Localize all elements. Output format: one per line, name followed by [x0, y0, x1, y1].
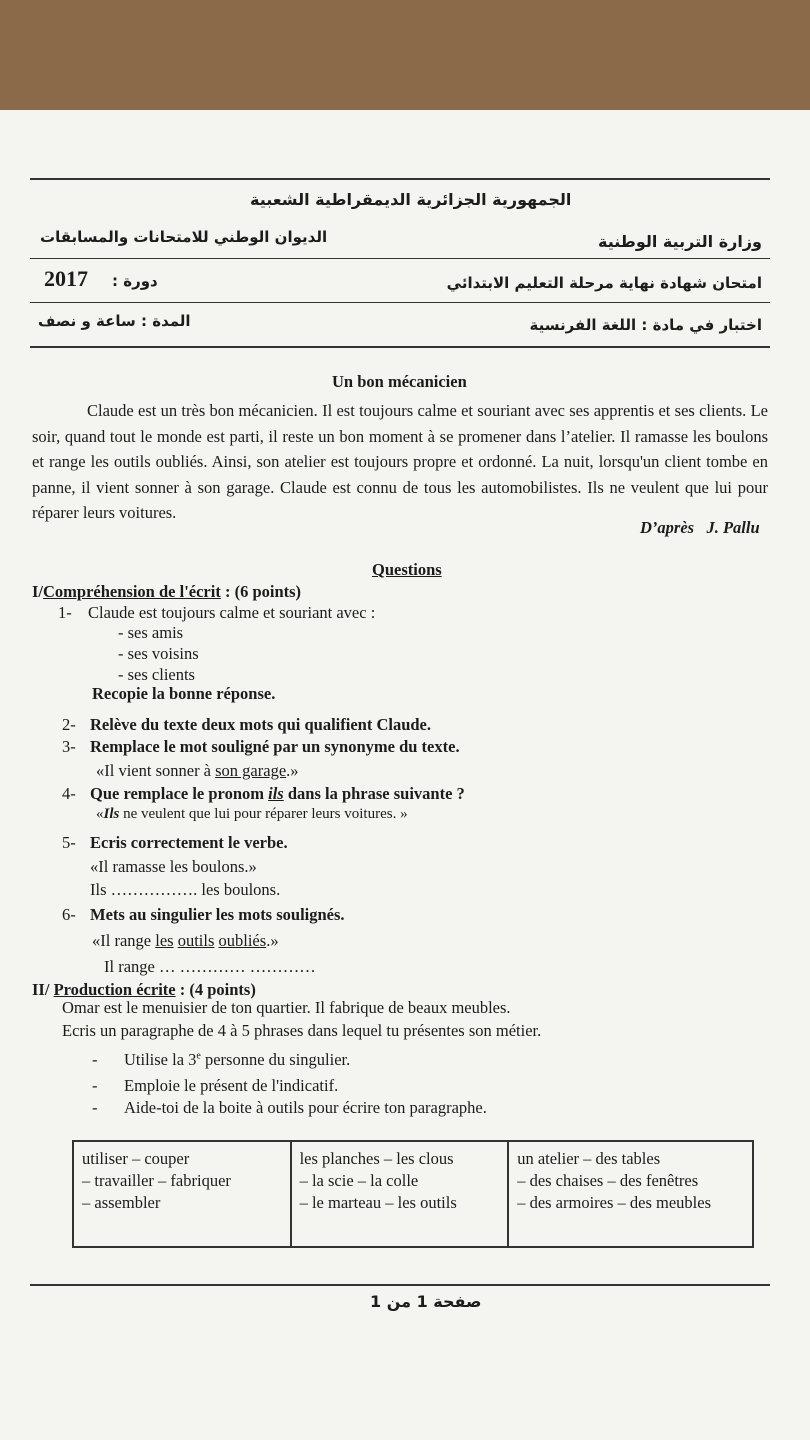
q3-quote-start: «Il vient sonner à [96, 761, 216, 780]
toolbox-item: les planches – les clous [299, 1149, 454, 1168]
bullet-2: Emploie le présent de l'indicatif. [124, 1076, 339, 1095]
q3-quote [96, 761, 299, 781]
part1-points: : (6 points) [220, 582, 302, 601]
part1-heading [32, 582, 301, 602]
part1-number: I/ [32, 582, 44, 601]
part2-line-2: Ecris un paragraphe de 4 à 5 phrases dans lequel tu présentes son métier. [62, 1021, 542, 1040]
bullet-3-dash: - [92, 1098, 98, 1117]
text-title: Un bon mécanicien [332, 372, 467, 391]
toolbox-col-tools [291, 1141, 509, 1247]
q4-pronoun: ils [268, 784, 284, 803]
toolbox-item: un atelier – des tables [517, 1149, 661, 1168]
bullet-1 [124, 1050, 350, 1070]
q2-text: Relève du texte deux mots qui qualifient Claude. [90, 715, 432, 734]
q5-number: 5- [62, 833, 76, 852]
q3-quote-end: .» [286, 761, 299, 780]
toolbox-item: utiliser – couper [82, 1149, 190, 1168]
republic-heading: الجمهورية الجزائرية الديمقراطية الشعبية [250, 190, 572, 209]
bullet-1-dash: - [92, 1050, 98, 1069]
q6-number: 6- [62, 905, 76, 924]
q6-quote [92, 931, 279, 951]
q4-quote-rest: ne veulent que lui pour réparer leurs voitures. » [119, 806, 408, 822]
q5-blank: Ils ……………. les boulons. [90, 880, 281, 899]
q4-text [90, 784, 465, 804]
toolbox-item: – des chaises – des fenêtres [517, 1171, 699, 1190]
toolbox-item: – assembler [82, 1193, 161, 1212]
q6-text: Mets au singulier les mots soulignés. [90, 905, 345, 924]
q1-instruction: Recopie la bonne réponse. [92, 684, 276, 703]
toolbox-item: – travailler – fabriquer [82, 1171, 231, 1190]
q6-word-les: les [155, 931, 174, 950]
q1-number: 1- [58, 603, 72, 622]
q5-quote: «Il ramasse les boulons.» [90, 857, 257, 876]
session-label: دورة : [112, 272, 158, 290]
q1-option-2: - ses voisins [118, 644, 199, 663]
subject: اختبار في مادة : اللغة الفرنسية [529, 316, 762, 334]
part2-number: II/ [32, 980, 50, 999]
header-rule-1 [30, 258, 770, 259]
part1-title: Compréhension de l'écrit [43, 582, 221, 601]
reading-passage [32, 398, 768, 526]
bullet-1-sup: e [196, 1050, 201, 1062]
session-year: 2017 [44, 266, 88, 291]
toolbox-item: – des armoires – des meubles [517, 1193, 712, 1212]
q6-quote-open: «Il range [92, 931, 156, 950]
exam-name: امتحان شهادة نهاية مرحلة التعليم الابتدائي [446, 274, 762, 292]
ministry-name: وزارة التربية الوطنية [597, 232, 762, 251]
q1-text: Claude est toujours calme et souriant avec : [88, 603, 376, 622]
bullet-1-end: personne du singulier. [200, 1050, 351, 1069]
footer-rule [30, 1284, 770, 1286]
page-number: صفحة 1 من 1 [370, 1292, 482, 1311]
q2-number: 2- [62, 715, 76, 734]
bullet-3: Aide-toi de la boite à outils pour écrire ton paragraphe. [124, 1098, 487, 1117]
q3-text: Remplace le mot souligné par un synonyme du texte. [90, 737, 460, 756]
q6-word-outils: outils [177, 931, 215, 950]
part2-heading [32, 980, 256, 1000]
q4-quote [96, 806, 408, 823]
q3-underlined: son garage [215, 761, 287, 780]
bullet-1-start: Utilise la 3 [124, 1050, 197, 1069]
q1-option-1: - ses amis [118, 623, 184, 642]
q4-text-end: dans la phrase suivante ? [283, 784, 465, 803]
q3-number: 3- [62, 737, 76, 756]
bullet-2-dash: - [92, 1076, 98, 1095]
toolbox-col-furniture [508, 1141, 753, 1247]
toolbox-item: – le marteau – les outils [299, 1193, 457, 1212]
office-name: الديوان الوطني للامتحانات والمسابقات [40, 228, 328, 246]
q4-text-start: Que remplace le pronom [90, 784, 269, 803]
source-credit [640, 518, 760, 538]
questions-heading: Questions [372, 560, 442, 579]
passage-text: Claude est un très bon mécanicien. Il est toujours calme et souriant avec ses apprentis et ses clients. Le soir, quand tout le monde est parti, il reste un bon moment à se promener dans l’atelier. Il ramasse les boulons et range les outils oubliés. Ainsi, son atelier est toujours propre et ordonné. La nuit, lorsqu'un client tombe en panne, il vient sonner à son garage. Claude est connu de tous les automobilistes. Ils ne veulent que lui pour réparer leurs voitures. [32, 401, 768, 522]
toolbox-table [72, 1140, 754, 1248]
q4-quote-pronoun: Ils [103, 806, 120, 822]
toolbox-item: – la scie – la colle [299, 1171, 419, 1190]
q6-blank: Il range … ………… ………… [104, 957, 316, 976]
part2-points: : (4 points) [175, 980, 256, 999]
part2-title: Production écrite [53, 980, 176, 999]
q6-quote-close: .» [266, 931, 279, 950]
q5-text: Ecris correctement le verbe. [90, 833, 288, 852]
duration: المدة : ساعة و نصف [38, 312, 191, 330]
q1-option-3: - ses clients [118, 665, 195, 684]
header-rule-2 [30, 302, 770, 303]
top-rule [30, 178, 770, 180]
q4-quote-open: « [96, 806, 104, 822]
header-rule-3 [30, 346, 770, 348]
toolbox-col-verbs [73, 1141, 291, 1247]
source-author: J. Pallu [706, 518, 760, 537]
source-prefix: D’après [640, 518, 695, 537]
part2-line-1: Omar est le menuisier de ton quartier. Il fabrique de beaux meubles. [62, 998, 511, 1017]
q6-word-oublies: oubliés [218, 931, 267, 950]
q4-number: 4- [62, 784, 76, 803]
